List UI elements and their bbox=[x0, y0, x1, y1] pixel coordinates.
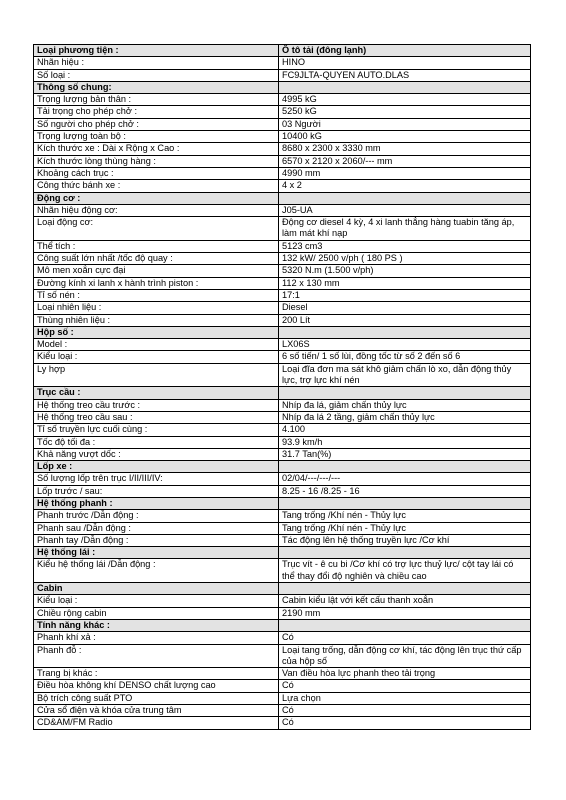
spec-row bbox=[34, 265, 531, 277]
spec-value: LX06S bbox=[279, 339, 531, 351]
spec-label: Số lượng lốp trên trục I/II/III/IV: bbox=[34, 473, 279, 485]
spec-label: Hệ thống treo cầu sau : bbox=[34, 411, 279, 423]
spec-row bbox=[34, 448, 531, 460]
spec-value: 4.100 bbox=[279, 424, 531, 436]
section-header-row bbox=[34, 547, 531, 559]
spec-row bbox=[34, 399, 531, 411]
section-header-row bbox=[34, 387, 531, 399]
spec-row bbox=[34, 644, 531, 668]
spec-label: Kiểu loại : bbox=[34, 351, 279, 363]
section-header-row bbox=[34, 461, 531, 473]
spec-row bbox=[34, 595, 531, 607]
spec-label: Kích thước lòng thùng hàng : bbox=[34, 155, 279, 167]
spec-value: Loại tang trống, dẫn động cơ khí, tác động lên trục thứ cấp của hộp số bbox=[279, 644, 531, 668]
spec-label: Kiểu hệ thống lái /Dẫn động : bbox=[34, 559, 279, 583]
spec-label: Kích thước xe : Dài x Rộng x Cao : bbox=[34, 143, 279, 155]
spec-label: Nhãn hiệu động cơ: bbox=[34, 204, 279, 216]
spec-label: Phanh tay /Dẫn động : bbox=[34, 534, 279, 546]
spec-value: FC9JLTA-QUYEN AUTO.DLAS bbox=[279, 69, 531, 81]
spec-row bbox=[34, 680, 531, 692]
spec-label: Ly hợp bbox=[34, 363, 279, 387]
spec-label: Phanh khí xả : bbox=[34, 632, 279, 644]
spec-row bbox=[34, 632, 531, 644]
spec-value: 02/04/---/---/--- bbox=[279, 473, 531, 485]
spec-row bbox=[34, 106, 531, 118]
spec-value: 93.9 km/h bbox=[279, 436, 531, 448]
section-value bbox=[279, 461, 531, 473]
spec-label: Bộ trích công suất PTO bbox=[34, 692, 279, 704]
spec-row bbox=[34, 436, 531, 448]
spec-label: Chiều rộng cabin bbox=[34, 607, 279, 619]
spec-row bbox=[34, 69, 531, 81]
spec-value: Nhíp đa lá 2 tầng, giảm chấn thủy lực bbox=[279, 411, 531, 423]
spec-value: J05-UA bbox=[279, 204, 531, 216]
spec-label: Trang bị khác : bbox=[34, 668, 279, 680]
spec-row bbox=[34, 180, 531, 192]
spec-value: 5320 N.m (1.500 v/ph) bbox=[279, 265, 531, 277]
spec-row bbox=[34, 522, 531, 534]
section-title: Hệ thống lái : bbox=[34, 547, 279, 559]
spec-sheet bbox=[33, 44, 530, 730]
spec-value: Cabin kiểu lật với kết cấu thanh xoắn bbox=[279, 595, 531, 607]
section-title: Lốp xe : bbox=[34, 461, 279, 473]
spec-value: 03 Người bbox=[279, 118, 531, 130]
spec-row bbox=[34, 411, 531, 423]
section-title: Thông số chung: bbox=[34, 81, 279, 93]
spec-label: Tốc độ tối đa : bbox=[34, 436, 279, 448]
spec-value: 8.25 - 16 /8.25 - 16 bbox=[279, 485, 531, 497]
spec-row bbox=[34, 534, 531, 546]
spec-row bbox=[34, 692, 531, 704]
spec-row bbox=[34, 118, 531, 130]
spec-value: 17:1 bbox=[279, 289, 531, 301]
spec-row bbox=[34, 155, 531, 167]
spec-label: Tỉ số nén : bbox=[34, 289, 279, 301]
section-value bbox=[279, 81, 531, 93]
spec-row bbox=[34, 94, 531, 106]
spec-row bbox=[34, 485, 531, 497]
spec-table bbox=[33, 44, 531, 730]
spec-label: Công thức bánh xe : bbox=[34, 180, 279, 192]
section-title: Hệ thống phanh : bbox=[34, 497, 279, 509]
spec-value: 200 Lít bbox=[279, 314, 531, 326]
spec-row bbox=[34, 607, 531, 619]
spec-value: Van điều hòa lực phanh theo tải trọng bbox=[279, 668, 531, 680]
spec-value: 10400 kG bbox=[279, 131, 531, 143]
spec-value: 6570 x 2120 x 2060/--- mm bbox=[279, 155, 531, 167]
spec-value: Tang trống /Khí nén - Thủy lực bbox=[279, 510, 531, 522]
spec-value: Diesel bbox=[279, 302, 531, 314]
spec-value: 4990 mm bbox=[279, 167, 531, 179]
spec-value: Tang trống /Khí nén - Thủy lực bbox=[279, 522, 531, 534]
spec-row bbox=[34, 143, 531, 155]
spec-value: 5250 kG bbox=[279, 106, 531, 118]
section-header-row bbox=[34, 583, 531, 595]
section-title: Hộp số : bbox=[34, 326, 279, 338]
spec-row bbox=[34, 131, 531, 143]
spec-table-body bbox=[34, 45, 531, 730]
spec-label: Khả năng vượt dốc : bbox=[34, 448, 279, 460]
spec-row bbox=[34, 351, 531, 363]
section-value: Ô tô tải (đông lạnh) bbox=[279, 45, 531, 57]
spec-value: Tác động lên hệ thống truyền lực /Cơ khí bbox=[279, 534, 531, 546]
section-title: Cabin bbox=[34, 583, 279, 595]
spec-value: Có bbox=[279, 705, 531, 717]
section-title: Trục cầu : bbox=[34, 387, 279, 399]
spec-label: Đường kính xi lanh x hành trình piston : bbox=[34, 277, 279, 289]
section-header-row bbox=[34, 45, 531, 57]
section-value bbox=[279, 547, 531, 559]
spec-value: 4 x 2 bbox=[279, 180, 531, 192]
spec-value: 8680 x 2300 x 3330 mm bbox=[279, 143, 531, 155]
spec-row bbox=[34, 302, 531, 314]
spec-value: HINO bbox=[279, 57, 531, 69]
spec-label: Công suất lớn nhất /tốc độ quay : bbox=[34, 253, 279, 265]
spec-value: Có bbox=[279, 717, 531, 729]
section-title: Tính năng khác : bbox=[34, 619, 279, 631]
spec-row bbox=[34, 167, 531, 179]
spec-row bbox=[34, 240, 531, 252]
spec-label: Lốp trước / sau: bbox=[34, 485, 279, 497]
spec-value: Có bbox=[279, 680, 531, 692]
spec-value: 4995 kG bbox=[279, 94, 531, 106]
section-value bbox=[279, 619, 531, 631]
spec-label: Thể tích : bbox=[34, 240, 279, 252]
spec-row bbox=[34, 363, 531, 387]
spec-row bbox=[34, 510, 531, 522]
spec-label: Kiểu loại : bbox=[34, 595, 279, 607]
spec-label: Loại động cơ: bbox=[34, 217, 279, 241]
spec-value: 112 x 130 mm bbox=[279, 277, 531, 289]
spec-value: 132 kW/ 2500 v/ph ( 180 PS ) bbox=[279, 253, 531, 265]
spec-row bbox=[34, 289, 531, 301]
section-header-row bbox=[34, 326, 531, 338]
spec-row bbox=[34, 424, 531, 436]
spec-label: Tỉ số truyền lực cuối cùng : bbox=[34, 424, 279, 436]
section-value bbox=[279, 387, 531, 399]
section-title: Loại phương tiện : bbox=[34, 45, 279, 57]
spec-value: Có bbox=[279, 632, 531, 644]
spec-row bbox=[34, 559, 531, 583]
spec-row bbox=[34, 204, 531, 216]
section-value bbox=[279, 326, 531, 338]
section-title: Động cơ : bbox=[34, 192, 279, 204]
spec-label: Trọng lượng toàn bộ : bbox=[34, 131, 279, 143]
spec-label: Điều hòa không khí DENSO chất lượng cao bbox=[34, 680, 279, 692]
spec-row bbox=[34, 277, 531, 289]
spec-value: Trục vít - ê cu bi /Cơ khí có trợ lực thuỷ lực/ cột tay lái có thể thay đổi độ nghiên và chiều cao bbox=[279, 559, 531, 583]
spec-label: Số loại : bbox=[34, 69, 279, 81]
section-header-row bbox=[34, 619, 531, 631]
spec-label: Loại nhiên liệu : bbox=[34, 302, 279, 314]
spec-row bbox=[34, 705, 531, 717]
section-header-row bbox=[34, 497, 531, 509]
spec-row bbox=[34, 473, 531, 485]
spec-label: Hệ thống treo cầu trước : bbox=[34, 399, 279, 411]
spec-row bbox=[34, 253, 531, 265]
spec-label: Thùng nhiên liệu : bbox=[34, 314, 279, 326]
spec-label: Tải trọng cho phép chở : bbox=[34, 106, 279, 118]
spec-value: 6 số tiến/ 1 số lùi, đồng tốc từ số 2 đến số 6 bbox=[279, 351, 531, 363]
section-value bbox=[279, 497, 531, 509]
spec-label: Mô men xoắn cực đại bbox=[34, 265, 279, 277]
spec-row bbox=[34, 668, 531, 680]
spec-label: Phanh trước /Dẫn động : bbox=[34, 510, 279, 522]
spec-row bbox=[34, 57, 531, 69]
spec-label: Phanh đỗ : bbox=[34, 644, 279, 668]
spec-label: Số người cho phép chở : bbox=[34, 118, 279, 130]
spec-label: Cửa sổ điện và khóa cửa trung tâm bbox=[34, 705, 279, 717]
spec-row bbox=[34, 717, 531, 729]
spec-row bbox=[34, 339, 531, 351]
spec-label: Khoảng cách trục : bbox=[34, 167, 279, 179]
spec-label: Trọng lượng bản thân : bbox=[34, 94, 279, 106]
spec-value: 5123 cm3 bbox=[279, 240, 531, 252]
spec-value: Loại đĩa đơn ma sát khô giảm chấn lò xo, dẫn động thủy lực, trợ lực khí nén bbox=[279, 363, 531, 387]
spec-row bbox=[34, 314, 531, 326]
spec-value: Động cơ diesel 4 kỳ, 4 xi lanh thẳng hàng tuabin tăng áp, làm mát khí nạp bbox=[279, 217, 531, 241]
section-value bbox=[279, 583, 531, 595]
spec-value: 31.7 Tan(%) bbox=[279, 448, 531, 460]
spec-label: Phanh sau /Dẫn động : bbox=[34, 522, 279, 534]
spec-label: CD&AM/FM Radio bbox=[34, 717, 279, 729]
spec-label: Nhãn hiệu : bbox=[34, 57, 279, 69]
spec-value: Lựa chọn bbox=[279, 692, 531, 704]
section-value bbox=[279, 192, 531, 204]
spec-value: 2190 mm bbox=[279, 607, 531, 619]
section-header-row bbox=[34, 192, 531, 204]
spec-label: Model : bbox=[34, 339, 279, 351]
spec-value: Nhíp đa lá, giảm chấn thủy lực bbox=[279, 399, 531, 411]
section-header-row bbox=[34, 81, 531, 93]
spec-row bbox=[34, 217, 531, 241]
